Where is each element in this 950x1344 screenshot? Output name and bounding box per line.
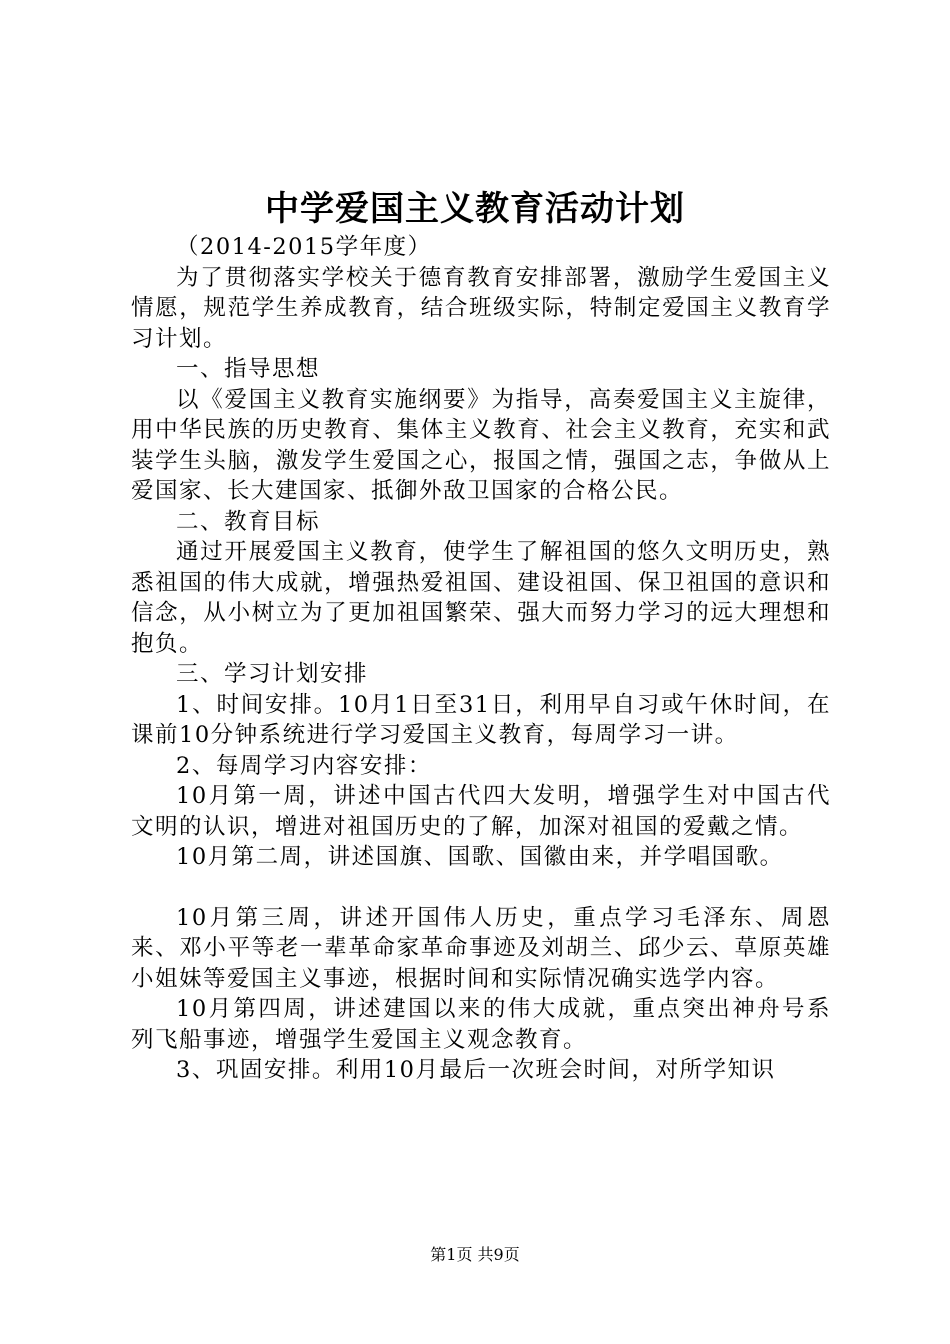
week-two-paragraph: 10月第二周，讲述国旗、国歌、国徽由来，并学唱国歌。 xyxy=(176,844,784,870)
section-heading-education-goals: 二、教育目标 xyxy=(176,508,321,535)
guiding-ideology-paragraph: 以《爱国主义教育实施纲要》为指导，高奏爱国主义主旋律，用中华民族的历史教育、集体主义教育、社会主义教育，充实和武装学生头脑，激发学生爱国之心，报国之情，强国之志，争做从上爱国家、长大建国家、抵御外敌卫国家的合格公民。 xyxy=(131,386,831,504)
week-four-paragraph: 10月第四周，讲述建国以来的伟大成就，重点突出神舟号系列飞船事迹，增强学生爱国主义观念教育。 xyxy=(131,996,831,1053)
section-heading-study-plan: 三、学习计划安排 xyxy=(176,661,369,687)
consolidation-paragraph: 3、巩固安排。利用10月最后一次班会时间，对所学知识 xyxy=(176,1057,776,1083)
weekly-content-heading: 2、每周学习内容安排： xyxy=(176,752,432,779)
week-three-paragraph: 10月第三周，讲述开国伟人历史，重点学习毛泽东、周恩来、邓小平等老一辈革命家革命事迹及刘胡兰、邱少云、草原英雄小姐妹等爱国主义事迹，根据时间和实际情况确实选学内容。 xyxy=(131,904,831,992)
school-year-line: （2014-2015学年度） xyxy=(176,234,432,260)
education-goals-paragraph: 通过开展爱国主义教育，使学生了解祖国的悠久文明历史，熟悉祖国的伟大成就，增强热爱祖国、建设祖国、保卫祖国的意识和信念，从小树立为了更加祖国繁荣、强大而努力学习的远大理想和抱负。 xyxy=(131,539,831,657)
intro-paragraph: 为了贯彻落实学校关于德育教育安排部署，激励学生爱国主义情愿，规范学生养成教育，结合班级实际，特制定爱国主义教育学习计划。 xyxy=(131,264,831,352)
document-title: 中学爱国主义教育活动计划 xyxy=(265,189,685,229)
week-one-paragraph: 10月第一周，讲述中国古代四大发明，增强学生对中国古代文明的认识，增进对祖国历史的了解，加深对祖国的爱戴之情。 xyxy=(131,783,831,840)
time-arrangement-paragraph: 1、时间安排。10月1日至31日，利用早自习或午休时间，在课前10分钟系统进行学习爱国主义教育，每周学习一讲。 xyxy=(131,691,831,748)
document-body xyxy=(131,232,831,1086)
page-number-footer: 第1页 共9页 xyxy=(430,1245,520,1264)
section-heading-guiding-ideology: 一、指导思想 xyxy=(176,356,321,382)
